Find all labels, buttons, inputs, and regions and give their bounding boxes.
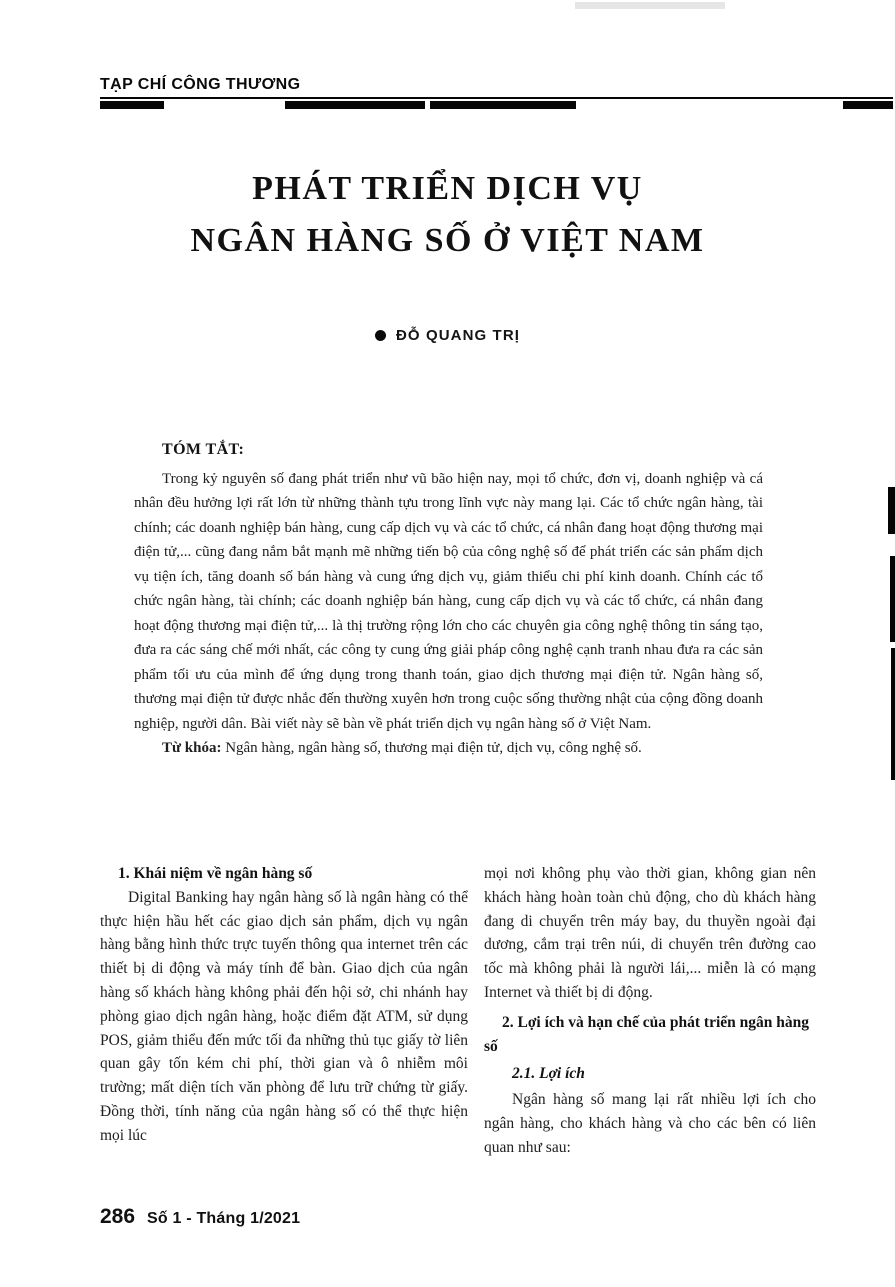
page-footer [100, 1205, 300, 1229]
author-bullet-icon [375, 330, 386, 341]
journal-masthead: TẠP CHÍ CÔNG THƯƠNG [100, 76, 301, 93]
left-column [100, 862, 468, 1160]
article-title-line1: PHÁT TRIỂN DỊCH VỤ [252, 170, 643, 207]
article-title-line2: NGÂN HÀNG SỐ Ở VIỆT NAM [190, 222, 705, 259]
section-1-paragraph-continued: mọi nơi không phụ vào thời gian, không gian nên khách hàng hoàn toàn chủ động, cho dù khách hàng đang di chuyển trên máy bay, du thuyền ngoài đại dương, cắm trại trên núi, di chuyển trên đường cao tốc mà không phải là người lái,... miễn là có mạng Internet và thiết bị di động. [484, 865, 816, 1001]
rule-bar [285, 101, 425, 109]
author-line [0, 327, 895, 344]
author-name: ĐỖ QUANG TRỊ [395, 327, 521, 344]
section-2-heading: 2. Lợi ích và hạn chế của phát triển ngân hàng số [484, 1013, 810, 1055]
section-1-heading: 1. Khái niệm về ngân hàng số [118, 865, 313, 882]
rule-line [100, 97, 893, 99]
scan-artifact [890, 556, 895, 642]
abstract-heading: TÓM TẮT: [162, 441, 245, 458]
header-rule-decoration [100, 97, 893, 111]
abstract-section [134, 438, 763, 761]
page-number: 286 [100, 1205, 136, 1228]
scan-smudge [575, 2, 725, 9]
section-2-1-heading: 2.1. Lợi ích [512, 1065, 585, 1083]
keywords-line [134, 736, 763, 761]
scan-artifact [888, 487, 895, 534]
rule-bar [843, 101, 893, 109]
rule-bar [430, 101, 576, 109]
abstract-text: Trong kỷ nguyên số đang phát triển như vũ bão hiện nay, mọi tổ chức, đơn vị, doanh nghiệp và cá nhân đều hưởng lợi rất lớn từ những thành tựu trong lĩnh vực này mang lại. Các tổ chức ngân hàng, tài chính; các doanh nghiệp bán hàng, cung cấp dịch vụ và các tổ chức, cá nhân đang hoạt động thương mại điện tử,... cũng đang nắm bắt mạnh mẽ những tiến bộ của công nghệ số để phát triển các sản phẩm dịch vụ tiện ích, tăng doanh số bán hàng và cung ứng dịch vụ, giảm thiểu chi phí kinh doanh. Chính các tổ chức ngân hàng, tài chính; các doanh nghiệp bán hàng, cung cấp dịch vụ và các tổ chức, cá nhân đang hoạt động thương mại điện tử,... là thị trường rộng lớn cho các chuyên gia công nghệ thông tin sáng tạo, đưa ra các sáng chế mới nhất, các công ty cung ứng giải pháp công nghệ cạnh tranh nhau đưa ra các sản phẩm tối ưu của mình để ứng dụng trong thanh toán, giao dịch thương mại điện tử. Ngân hàng số, thương mại điện tử được nhắc đến thường xuyên hơn trong cuộc sống thường nhật của cộng đồng doanh nghiệp, người dân. Bài viết này sẽ bàn về phát triển dịch vụ ngân hàng số ở Việt Nam. [134, 470, 763, 732]
right-column [484, 862, 816, 1160]
keywords-text: Ngân hàng, ngân hàng số, thương mại điện tử, dịch vụ, công nghệ số. [221, 740, 642, 756]
section-1-paragraph: Digital Banking hay ngân hàng số là ngân hàng có thể thực hiện hầu hết các giao dịch sản phẩm, dịch vụ ngân hàng bằng hình thức trực tuyến thông qua internet trên các thiết bị di động và máy tính để bàn. Giao dịch của ngân hàng số khách hàng không phải đến hội sở, chi nhánh hay phòng giao dịch ngân hàng, hoặc điểm đặt ATM, sử dụng POS, giảm thiểu đến mức tối đa những thủ tục giấy tờ liên quan gây tốn kém chi phí, thời gian và ô nhiễm môi trường; mất diện tích văn phòng để lưu trữ chứng từ giấy. Đồng thời, tính năng của ngân hàng số có thể thực hiện mọi lúc [100, 888, 468, 1144]
section-2-1-paragraph: Ngân hàng số mang lại rất nhiều lợi ích cho ngân hàng, cho khách hàng và cho các bên có liên quan như sau: [484, 1091, 816, 1156]
article-body [100, 862, 816, 1160]
scan-artifact [891, 648, 895, 780]
issue-label: Số 1 - Tháng 1/2021 [147, 1210, 301, 1227]
article-title [0, 163, 895, 267]
keywords-label: Từ khóa: [162, 740, 222, 756]
rule-bar [100, 101, 164, 109]
